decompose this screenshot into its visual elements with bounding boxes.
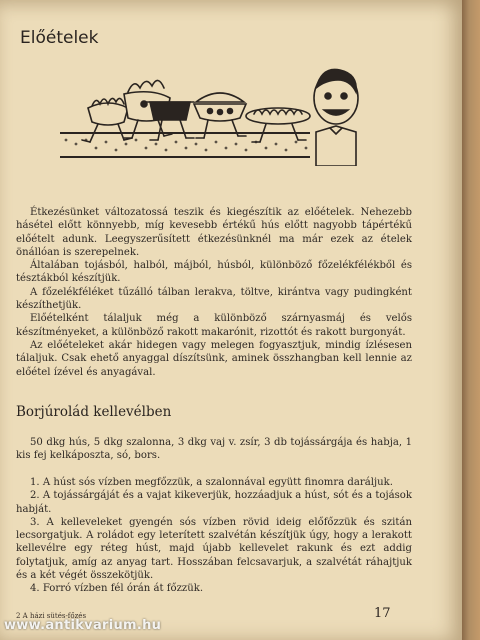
step: 4. Forró vízben fél órán át főzzük. <box>30 583 204 595</box>
intro-paragraph: Általában tojásból, halból, májból, húsból, különböző főzelékfélékből és tésztákból készítjük. <box>16 260 412 285</box>
steps <box>16 476 412 596</box>
book-edge <box>462 0 480 640</box>
intro-paragraph: Étkezésünket változatossá teszik és kiegészítik az előételek. Nehezebb hásétel előtt könnyebb, míg kevesebb értékű hús előtt nagyobb tápértékű előételt adunk. Leegyszerűsített étkezésünknél ma már ezek az ételek önállóan is szerepelnek. <box>16 207 412 258</box>
step: 2. A tojássárgáját és a vajat kikeverjük, hozzáadjuk a húst, sót és a tojások habját. <box>16 490 412 515</box>
chapter-title: Előételek <box>20 28 99 48</box>
step: 3. A kelleveleket gyengén sós vízben rövid ideig előfőzzük és szitán lecsorgatjuk. A roládot egy leterített szalvétán készítjük úgy, hogy a lerakott kellevélre egy réteg húst, majd újabb kellevelet rakunk és ezt addig folytatjuk, amíg az anyag tart. Hosszában felcsavarjuk, a szalvétát ráhajtjuk és a két végét összekötjük. <box>16 516 412 582</box>
ingredients-text: 50 dkg hús, 5 dkg szalonna, 3 dkg vaj v. zsír, 3 db tojássárgája és habja, 1 kis fej kelkáposzta, só, bors. <box>16 437 412 462</box>
illustration-dancing-dishes <box>60 58 360 166</box>
intro-paragraph: Az előételeket akár hidegen vagy melegen fogyasztjuk, mindig ízlésesen tálaljuk. Csak ehető anyaggal díszítsünk, aminek összhangban kell lennie az előétel ízével és anyagával. <box>16 339 412 378</box>
step: 1. A húst sós vízben megfőzzük, a szalonnával együtt finomra daráljuk. <box>30 477 393 488</box>
watermark: www.antikvarium.hu <box>4 618 162 633</box>
page-number: 17 <box>374 606 391 621</box>
intro-paragraph: Előételként tálaljuk még a különböző szárnyasmáj és velős készítményeket, a különböző rakott makarónit, rizottót és rakott burgonyát. <box>16 313 412 338</box>
intro-text <box>16 206 412 379</box>
intro-paragraph: A főzelékféléket tűzálló tálban lerakva, töltve, kirántva vagy pudingként készíthetjük. <box>16 286 412 312</box>
recipe-title: Borjúrolád kellevélben <box>16 404 172 420</box>
footer-signature: 2 A házi sütés-főzés <box>16 612 87 620</box>
ingredients <box>16 436 412 463</box>
